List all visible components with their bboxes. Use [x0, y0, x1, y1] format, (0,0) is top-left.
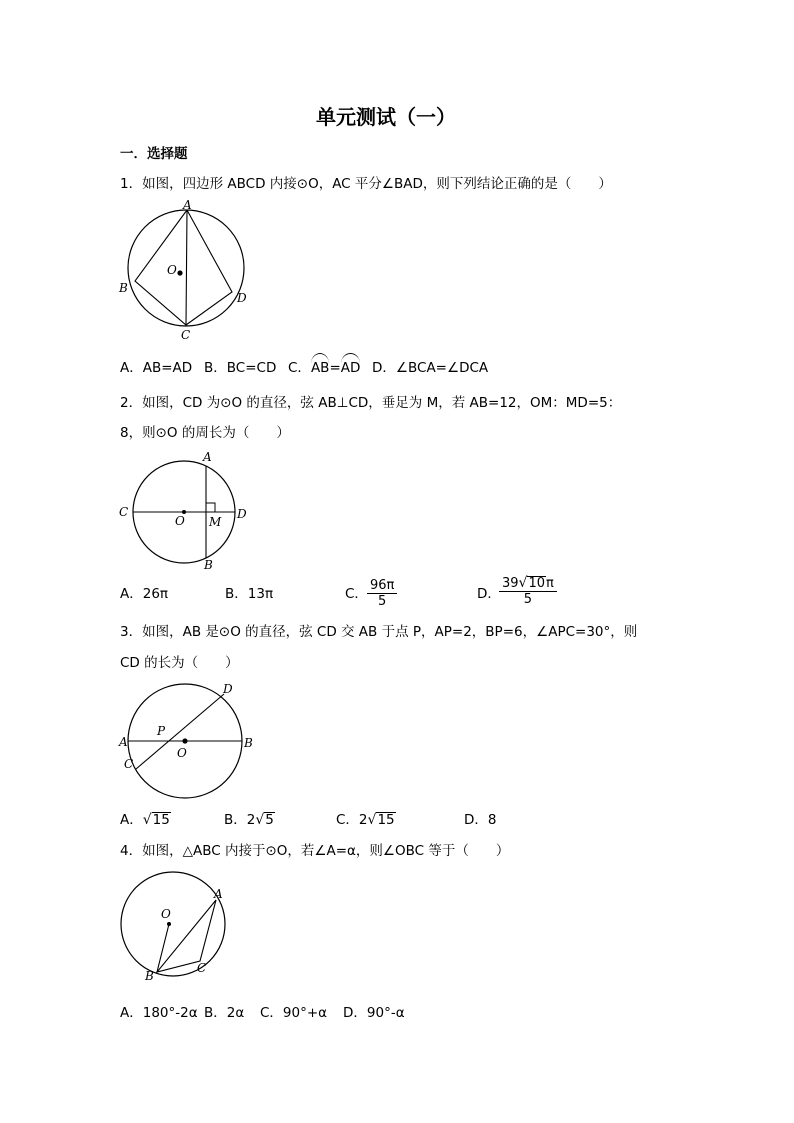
q2-stem-line2: 8，则⊙O 的周长为（ ） — [120, 425, 290, 441]
q2-option-d-prefix[interactable]: D． — [477, 586, 501, 602]
q3-option-c[interactable] — [336, 811, 396, 829]
q3-label-b: B — [244, 736, 253, 750]
q4-option-c[interactable]: C．90°+α — [260, 1005, 328, 1021]
q4-option-b[interactable]: B．2α — [204, 1005, 245, 1021]
q2-option-d-fraction[interactable] — [499, 576, 557, 607]
q1-label-b: B — [119, 281, 128, 295]
q2-right-angle-mark — [206, 503, 215, 512]
q3-label-d: D — [223, 682, 233, 696]
q2-option-a[interactable]: A．26π — [120, 586, 169, 602]
q3-diagram — [110, 678, 265, 808]
q3-option-b[interactable] — [224, 811, 275, 829]
q2-option-c-numerator: 96π — [367, 578, 397, 594]
q3-center-dot — [182, 738, 187, 743]
q1-arc-ad: AD — [340, 360, 361, 376]
q1-equals: = — [329, 360, 341, 376]
q2-label-b: B — [204, 558, 213, 572]
q2-label-o: O — [175, 514, 185, 528]
q3-stem-line1: 3．如图，AB 是⊙O 的直径，弦 CD 交 AB 于点 P，AP=2，BP=6，∠APC=30°，则 — [120, 624, 638, 640]
q3-option-c-radicand: 15 — [377, 812, 395, 828]
q1-label-a: A — [183, 198, 192, 212]
q3-option-c-prefix: C．2 — [336, 812, 368, 828]
q3-label-p: P — [157, 724, 166, 738]
radical-sign: √ — [255, 812, 265, 828]
q3-option-d[interactable]: D．8 — [464, 812, 497, 828]
q1-option-d[interactable]: D．∠BCA=∠DCA — [372, 360, 489, 376]
q2-option-d-pi: π — [546, 576, 554, 591]
q1-label-d: D — [237, 291, 247, 305]
q1-option-a[interactable]: A．AB=AD — [120, 360, 193, 376]
q2-label-m: M — [209, 515, 222, 529]
q2-stem-line1: 2．如图，CD 为⊙O 的直径，弦 AB⊥CD，垂足为 M，若 AB=12，OM：MD=5： — [120, 395, 622, 411]
q1-option-b[interactable]: B．BC=CD — [204, 360, 277, 376]
radical-sign: √ — [367, 812, 377, 828]
q4-label-o: O — [161, 907, 171, 921]
q2-diagram — [110, 448, 260, 578]
q2-label-d: D — [237, 507, 247, 521]
q1-quadrilateral — [135, 210, 232, 325]
q1-arc-ab: AB — [310, 360, 330, 376]
q2-option-d-denominator: 5 — [523, 592, 533, 607]
section-heading: 一．选择题 — [120, 146, 188, 162]
q4-option-d[interactable]: D．90°-α — [343, 1005, 405, 1021]
q3-option-a-radicand: 15 — [152, 812, 170, 828]
q3-option-a-prefix: A． — [120, 812, 143, 828]
q2-option-c-denominator: 5 — [378, 594, 387, 609]
q1-diagonal-ac — [186, 210, 187, 325]
q3-stem-line2: CD 的长为（ ） — [120, 655, 239, 671]
radical-sign: √ — [518, 575, 528, 591]
q3-option-b-prefix: B．2 — [224, 812, 256, 828]
q2-label-a: A — [203, 450, 212, 464]
q3-option-a[interactable] — [120, 811, 171, 829]
q4-stem: 4．如图，△ABC 内接于⊙O，若∠A=α，则∠OBC 等于（ ） — [120, 843, 510, 859]
q4-center-dot — [167, 922, 171, 926]
q4-diagram — [110, 868, 250, 988]
page-title: 单元测试（一） — [316, 105, 456, 129]
q2-option-c-prefix[interactable]: C． — [345, 586, 368, 602]
q3-option-b-radicand: 5 — [265, 812, 274, 828]
q1-label-o: O — [167, 263, 177, 277]
q3-label-o: O — [177, 746, 187, 760]
q2-option-b[interactable]: B．13π — [225, 586, 274, 602]
q4-label-c: C — [197, 961, 207, 975]
q1-center-dot — [177, 270, 182, 275]
q2-option-d-numerator — [499, 576, 557, 592]
q3-label-c: C — [124, 757, 134, 771]
q2-label-c: C — [119, 505, 129, 519]
q2-option-d-coef: 39 — [502, 576, 519, 591]
q1-option-c[interactable] — [288, 359, 360, 377]
q1-option-c-prefix: C． — [288, 360, 311, 376]
radical-sign: √ — [142, 812, 152, 828]
q1-label-c: C — [181, 328, 191, 342]
q3-label-a: A — [119, 735, 128, 749]
q4-option-a[interactable]: A．180°-2α — [120, 1005, 198, 1021]
q1-diagram — [110, 200, 260, 345]
q2-option-c-fraction[interactable] — [367, 578, 397, 609]
q1-stem: 1．如图，四边形 ABCD 内接⊙O，AC 平分∠BAD，则下列结论正确的是（ ） — [120, 176, 612, 192]
q4-label-a: A — [214, 887, 223, 901]
q4-label-b: B — [145, 969, 154, 983]
q2-option-d-radicand: 10 — [528, 576, 546, 591]
